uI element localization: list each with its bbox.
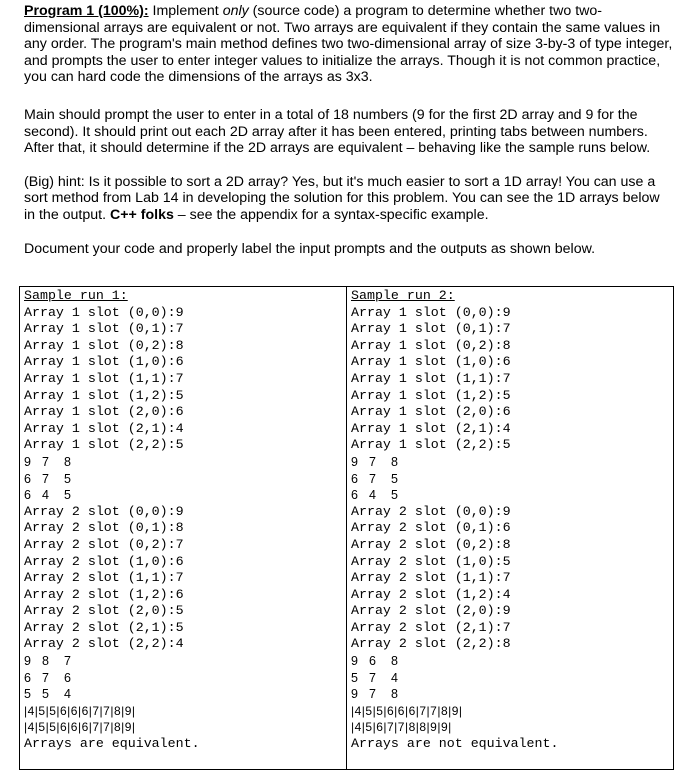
matrix-cell: 5 — [64, 488, 71, 503]
main-instructions: Main should prompt the user to enter in a total of 18 numbers (9 for the first 2D array and 9 for the second). It should print out each 2D array after it has been entered, printing tabs between numbers. After that, it should determine if the 2D arrays are equivalent – behaving like the sample runs below. — [24, 107, 651, 157]
input-prompt-line: Array 1 slot (0,0):9 — [351, 304, 511, 320]
matrix-cell: 6 — [64, 670, 71, 685]
sample-run-2 — [347, 287, 673, 769]
matrix-cell: 4 — [391, 670, 398, 685]
sorted-array-1: |4|5|5|6|6|6|7|7|8|9| — [351, 703, 463, 718]
input-prompt-line: Array 2 slot (2,1):5 — [24, 619, 184, 635]
result-message: Arrays are equivalent. — [24, 736, 200, 752]
input-prompt-line: Array 1 slot (1,0):6 — [351, 354, 511, 370]
input-prompt-line: Array 2 slot (0,0):9 — [351, 503, 511, 519]
input-prompt-line: Array 1 slot (0,2):8 — [24, 337, 184, 353]
cpp-folks-label: C++ folks — [109, 206, 174, 223]
sample-runs-table — [19, 286, 674, 770]
matrix-cell: 9 — [351, 454, 358, 469]
input-prompt-line: Array 2 slot (0,0):9 — [24, 503, 184, 519]
matrix-row — [351, 471, 673, 488]
input-prompt-line: Array 1 slot (2,1):4 — [24, 420, 184, 436]
matrix-row — [24, 686, 346, 703]
matrix-cell: 5 — [391, 471, 398, 486]
matrix-cell: 4 — [369, 488, 376, 503]
matrix-cell: 7 — [64, 654, 71, 669]
program-description — [24, 3, 674, 86]
input-prompt-line: Array 1 slot (0,2):8 — [351, 337, 511, 353]
matrix-cell: 6 — [24, 488, 31, 503]
matrix-cell: 7 — [42, 670, 49, 685]
sample-run-1 — [20, 287, 347, 769]
matrix-row — [351, 454, 673, 471]
input-prompt-line: Array 1 slot (2,0):6 — [351, 404, 511, 420]
matrix-cell: 4 — [64, 687, 71, 702]
matrix-cell: 6 — [351, 488, 358, 503]
matrix-cell: 5 — [391, 488, 398, 503]
matrix-cell: 6 — [351, 471, 358, 486]
matrix-cell: 7 — [369, 670, 376, 685]
hint-text: (Big) hint: Is it possible to sort a 2D array? Yes, but it's much easier to sort a 1D array! You can use a sort method from Lab 14 in developing the solution for this problem. You can see the 1D arrays below in the output. — [24, 173, 660, 223]
input-prompt-line: Array 2 slot (1,0):5 — [351, 553, 511, 569]
input-prompt-line: Array 1 slot (0,1):7 — [351, 321, 511, 337]
input-prompt-line: Array 2 slot (1,2):6 — [24, 586, 184, 602]
matrix-cell: 9 — [24, 454, 31, 469]
matrix-cell: 7 — [369, 687, 376, 702]
matrix-row — [24, 454, 346, 471]
matrix-cell: 9 — [351, 654, 358, 669]
matrix-row — [24, 471, 346, 488]
input-prompt-line: Array 1 slot (1,2):5 — [351, 387, 511, 403]
emphasis-only: only — [222, 3, 249, 19]
input-prompt-line: Array 2 slot (2,2):4 — [24, 636, 184, 652]
matrix-cell: 5 — [64, 471, 71, 486]
sorted-array-2: |4|5|6|7|7|8|8|9|9| — [351, 720, 452, 735]
matrix-cell: 9 — [351, 687, 358, 702]
input-prompt-line: Array 2 slot (2,1):7 — [351, 619, 511, 635]
sample-run-header: Sample run 1: — [24, 288, 128, 303]
input-prompt-line: Array 1 slot (2,1):4 — [351, 420, 511, 436]
input-prompt-line: Array 1 slot (0,0):9 — [24, 304, 184, 320]
input-prompt-line: Array 1 slot (0,1):7 — [24, 321, 184, 337]
matrix-row — [351, 686, 673, 703]
assignment-text — [24, 3, 674, 257]
description-text-cont: (source code) a program to determine whether two two-dimensional arrays are equivalent or not. Two arrays are equivalent if they contain the same values in any order. The program's main method defines two two-dimensional array of size 3-by-3 of type integer, and prompts the user to enter integer values to initialize the arrays. Though it is not common practice, you can hard code the dimensions of the arrays as 3x3. — [24, 3, 673, 86]
matrix-cell: 5 — [42, 687, 49, 702]
input-prompt-line: Array 2 slot (0,2):7 — [24, 536, 184, 552]
input-prompt-line: Array 2 slot (0,1):6 — [351, 520, 511, 536]
hint-text-cont: – see the appendix for a syntax-specific example. — [173, 206, 489, 223]
matrix-cell: 7 — [42, 454, 49, 469]
input-prompt-line: Array 2 slot (1,2):4 — [351, 586, 511, 602]
matrix-row — [351, 653, 673, 670]
input-prompt-line: Array 1 slot (1,1):7 — [24, 370, 184, 386]
input-prompt-line: Array 2 slot (2,2):8 — [351, 636, 511, 652]
matrix-cell: 9 — [24, 654, 31, 669]
matrix-cell: 8 — [42, 654, 49, 669]
matrix-cell: 6 — [24, 471, 31, 486]
description-text: Implement — [148, 3, 223, 19]
hint-paragraph — [24, 174, 674, 224]
input-prompt-line: Array 1 slot (2,0):6 — [24, 404, 184, 420]
documentation-note: Document your code and properly label the input prompts and the outputs as shown below. — [24, 240, 596, 257]
input-prompt-line: Array 2 slot (2,0):5 — [24, 603, 184, 619]
input-prompt-line: Array 2 slot (0,1):8 — [24, 520, 184, 536]
matrix-cell: 8 — [64, 454, 71, 469]
matrix-cell: 7 — [42, 471, 49, 486]
sorted-array-2: |4|5|5|6|6|6|7|7|8|9| — [24, 720, 136, 735]
matrix-cell: 7 — [369, 454, 376, 469]
matrix-row — [351, 670, 673, 687]
input-prompt-line: Array 2 slot (0,2):8 — [351, 536, 511, 552]
matrix-row — [351, 487, 673, 504]
input-prompt-line: Array 1 slot (2,2):5 — [24, 437, 184, 453]
matrix-cell: 8 — [391, 454, 398, 469]
sample-run-header: Sample run 2: — [351, 288, 455, 303]
input-prompt-line: Array 1 slot (1,1):7 — [351, 370, 511, 386]
matrix-cell: 5 — [24, 687, 31, 702]
matrix-cell: 4 — [42, 488, 49, 503]
matrix-cell: 8 — [391, 687, 398, 702]
input-prompt-line: Array 1 slot (1,2):5 — [24, 387, 184, 403]
matrix-cell: 7 — [369, 471, 376, 486]
matrix-cell: 5 — [351, 670, 358, 685]
input-prompt-line: Array 2 slot (1,1):7 — [351, 570, 511, 586]
input-prompt-line: Array 2 slot (1,1):7 — [24, 570, 184, 586]
matrix-row — [24, 653, 346, 670]
result-message: Arrays are not equivalent. — [351, 736, 559, 752]
input-prompt-line: Array 2 slot (2,0):9 — [351, 603, 511, 619]
sorted-array-1: |4|5|5|6|6|6|7|7|8|9| — [24, 703, 136, 718]
matrix-row — [24, 670, 346, 687]
input-prompt-line: Array 1 slot (1,0):6 — [24, 354, 184, 370]
input-prompt-line: Array 1 slot (2,2):5 — [351, 437, 511, 453]
matrix-cell: 6 — [369, 654, 376, 669]
matrix-row — [24, 487, 346, 504]
program-title: Program 1 (100%): — [24, 3, 149, 19]
input-prompt-line: Array 2 slot (1,0):6 — [24, 553, 184, 569]
matrix-cell: 8 — [391, 654, 398, 669]
matrix-cell: 6 — [24, 670, 31, 685]
